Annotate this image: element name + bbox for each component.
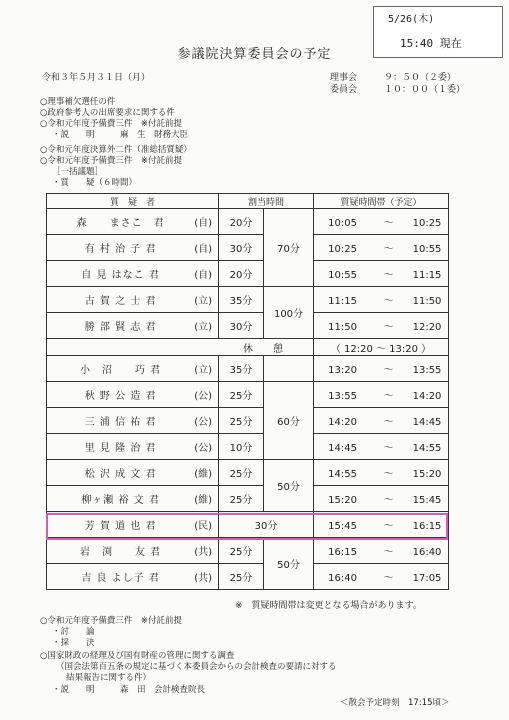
- meeting-label: 理事会: [330, 73, 358, 83]
- end-time: 15:45: [412, 495, 442, 506]
- questioner-name-text: 芳 賀 道 也 君: [84, 521, 157, 532]
- bottom-item: ・採 決: [52, 638, 95, 648]
- tilde: ～: [383, 218, 394, 229]
- group-total: 50分: [264, 538, 314, 590]
- meeting-time: ９：５０（２委）: [384, 73, 457, 83]
- allocated-time: 25分: [219, 486, 264, 512]
- end-time: 11:15: [412, 270, 442, 281]
- party-label: (公): [194, 391, 212, 402]
- note-time: 15:40 現在: [400, 37, 462, 50]
- start-time: 11:15: [328, 296, 357, 307]
- agenda-item: ［一括議題］: [52, 167, 104, 177]
- group-total: 50分: [264, 460, 314, 512]
- tilde: ～: [383, 417, 394, 428]
- questioner-name: [47, 538, 219, 564]
- tilde: ～: [383, 244, 394, 255]
- bottom-item: ・説 明 森 田 会計検査院長: [52, 685, 206, 695]
- allocated-time: 25分: [219, 382, 264, 408]
- time-slot: [314, 287, 449, 313]
- start-time: 10:05: [328, 218, 357, 229]
- end-time: 16:15: [412, 521, 442, 532]
- bottom-item: （国会法第百五条の規定に基づく本委員会からの会計検査の要請に対する: [56, 662, 337, 672]
- adjourn-time: ＜散会予定時刻 17:15頃＞: [340, 698, 450, 708]
- party-label: (自): [194, 270, 212, 281]
- time-slot: [314, 408, 449, 434]
- allocated-time: 25分: [219, 460, 264, 486]
- group-total: 70分: [264, 209, 314, 287]
- tilde: ～: [383, 521, 394, 532]
- table-row: [47, 564, 449, 590]
- questioner-name: [47, 382, 219, 408]
- highlight-marker: [46, 513, 448, 540]
- questioner-name-text: 岩 渕 友 君: [80, 547, 162, 558]
- time-slot: [314, 382, 449, 408]
- party-label: (立): [194, 296, 212, 307]
- start-time: 11:50: [328, 322, 357, 333]
- header-allocation: 割当時間: [219, 194, 314, 209]
- group-total-empty: [264, 356, 314, 382]
- allocated-time: 30分: [219, 512, 314, 538]
- end-time: 15:20: [412, 469, 442, 480]
- time-slot: [314, 538, 449, 564]
- allocated-time: 30分: [219, 313, 264, 339]
- table-row: [47, 460, 449, 486]
- tilde: ～: [383, 469, 394, 480]
- table-row: [47, 261, 449, 287]
- allocated-time: 20分: [219, 209, 264, 235]
- tilde: ～: [383, 270, 394, 281]
- questioner-name-text: 自 見 はなこ 君: [81, 270, 160, 281]
- questioner-name: [47, 434, 219, 460]
- tilde: ～: [383, 495, 394, 506]
- table-row: [47, 313, 449, 339]
- allocated-time: 25分: [219, 408, 264, 434]
- table-row: [47, 486, 449, 512]
- bottom-item: 結果報告に関する件）: [66, 673, 152, 683]
- allocated-time: 25分: [219, 538, 264, 564]
- start-time: 16:40: [328, 573, 357, 584]
- tilde: ～: [383, 296, 394, 307]
- party-label: (公): [194, 443, 212, 454]
- start-time: 14:55: [328, 469, 357, 480]
- time-slot: [314, 209, 449, 235]
- questioner-name: [47, 261, 219, 287]
- end-time: 17:05: [412, 573, 442, 584]
- meeting-date: 令和３年５月３１日（月）: [42, 73, 151, 83]
- agenda-item: ・質 疑（６時間）: [52, 178, 138, 188]
- table-row: [47, 287, 449, 313]
- end-time: 14:20: [412, 391, 442, 402]
- end-time: 10:25: [412, 218, 442, 229]
- party-label: (立): [194, 365, 212, 376]
- questioner-name: [47, 408, 219, 434]
- page-title: 参議院決算委員会の予定: [177, 47, 332, 62]
- party-label: (維): [194, 469, 212, 480]
- table-row: [47, 356, 449, 382]
- end-time: 14:55: [412, 443, 442, 454]
- bottom-item: ○国家財政の経理及び国有財産の管理に関する調査: [40, 651, 235, 661]
- questioner-name: [47, 209, 219, 235]
- questioner-name-text: 三 浦 信 祐 君: [84, 417, 157, 428]
- time-slot: [314, 313, 449, 339]
- start-time: 13:55: [328, 391, 357, 402]
- time-slot: [314, 261, 449, 287]
- end-time: 11:50: [412, 296, 442, 307]
- party-label: (維): [194, 495, 212, 506]
- table-row: [47, 235, 449, 261]
- header-questioner: 質 疑 者: [47, 194, 219, 209]
- time-slot: [314, 356, 449, 382]
- agenda-item: ・説 明 麻 生 財務大臣: [52, 130, 189, 140]
- questioner-name: [47, 287, 219, 313]
- questioner-name-text: 古 賀 之 士 君: [84, 296, 157, 307]
- allocated-time: 10分: [219, 434, 264, 460]
- allocated-time: 30分: [219, 235, 264, 261]
- start-time: 15:45: [328, 521, 357, 532]
- questioner-name: [47, 564, 219, 590]
- questioner-name-text: 森 まさこ 君: [76, 218, 165, 229]
- bottom-item: ○令和元年度予備費三件 ※付託前提: [40, 616, 183, 626]
- party-label: (共): [194, 547, 212, 558]
- allocated-time: 20分: [219, 261, 264, 287]
- allocated-time: 25分: [219, 564, 264, 590]
- time-slot: [314, 235, 449, 261]
- tilde: ～: [383, 573, 394, 584]
- break-row: [47, 339, 449, 356]
- allocated-time: 35分: [219, 287, 264, 313]
- start-time: 14:20: [328, 417, 357, 428]
- start-time: 16:15: [328, 547, 357, 558]
- end-time: 10:55: [412, 244, 442, 255]
- meeting-label: 委員会: [330, 85, 358, 95]
- group-total: 60分: [264, 382, 314, 460]
- schedule-footnote: ※ 質疑時間帯は変更となる場合があります。: [235, 601, 422, 611]
- time-slot: [314, 460, 449, 486]
- tilde: ～: [383, 391, 394, 402]
- break-label: 休 憩: [47, 339, 314, 356]
- table-row: [47, 408, 449, 434]
- start-time: 15:20: [328, 495, 357, 506]
- tilde: ～: [383, 322, 394, 333]
- questioner-name: [47, 313, 219, 339]
- time-slot: [314, 486, 449, 512]
- party-label: (民): [194, 521, 212, 532]
- questioner-name-text: 松 沢 成 文 君: [84, 469, 157, 480]
- break-time: （ 12:20 ～ 13:20 ）: [314, 339, 449, 356]
- agenda-item: ○令和元年度予備費三件 ※付託前提: [40, 119, 183, 129]
- end-time: 13:55: [412, 365, 442, 376]
- start-time: 10:25: [328, 244, 357, 255]
- questioner-name: [47, 356, 219, 382]
- questioner-name-text: 里 見 隆 治 君: [84, 443, 157, 454]
- table-row: [47, 209, 449, 235]
- time-slot: [314, 434, 449, 460]
- party-label: (共): [194, 573, 212, 584]
- questioner-name-text: 吉 良 よし子 君: [81, 573, 160, 584]
- start-time: 14:45: [328, 443, 357, 454]
- party-label: (自): [194, 244, 212, 255]
- agenda-item: ○理事補欠選任の件: [40, 97, 116, 107]
- agenda-item: ○政府参考人の出席要求に関する件: [40, 108, 175, 118]
- note-date: 5/26(木): [388, 14, 435, 25]
- party-label: (自): [194, 218, 212, 229]
- questioner-name-text: 勝 部 賢 志 君: [84, 322, 157, 333]
- time-slot: [314, 564, 449, 590]
- table-row: [47, 538, 449, 564]
- tilde: ～: [383, 365, 394, 376]
- questioner-name-text: 秋 野 公 造 君: [84, 391, 157, 402]
- table-header-row: [47, 194, 449, 209]
- end-time: 12:20: [412, 322, 442, 333]
- meeting-time: １０：００（１委）: [384, 85, 466, 95]
- questioner-name-text: 柳ヶ瀬 裕 文 君: [81, 495, 160, 506]
- questioner-name: [47, 460, 219, 486]
- meeting-committee: [330, 82, 465, 95]
- tilde: ～: [383, 443, 394, 454]
- end-time: 16:40: [412, 547, 442, 558]
- tilde: ～: [383, 547, 394, 558]
- end-time: 14:45: [412, 417, 442, 428]
- party-label: (立): [194, 322, 212, 333]
- bottom-item: ・討 論: [52, 627, 95, 637]
- agenda-item: ○令和元年度決算外二件（准総括質疑）: [40, 145, 192, 155]
- questioner-name-text: 有 村 治 子 君: [84, 244, 157, 255]
- questioner-name: [47, 486, 219, 512]
- questioner-name: [47, 235, 219, 261]
- party-label: (公): [194, 417, 212, 428]
- agenda-item: ○令和元年度予備費三件 ※付託前提: [40, 156, 183, 166]
- table-row: [47, 382, 449, 408]
- questioner-name-text: 小 沼 巧 君: [80, 365, 162, 376]
- table-row: [47, 434, 449, 460]
- allocated-time: 35分: [219, 356, 264, 382]
- group-total: 100分: [264, 287, 314, 339]
- header-time-slot: 質疑時間帯（予定）: [314, 194, 449, 209]
- start-time: 10:55: [328, 270, 357, 281]
- start-time: 13:20: [328, 365, 357, 376]
